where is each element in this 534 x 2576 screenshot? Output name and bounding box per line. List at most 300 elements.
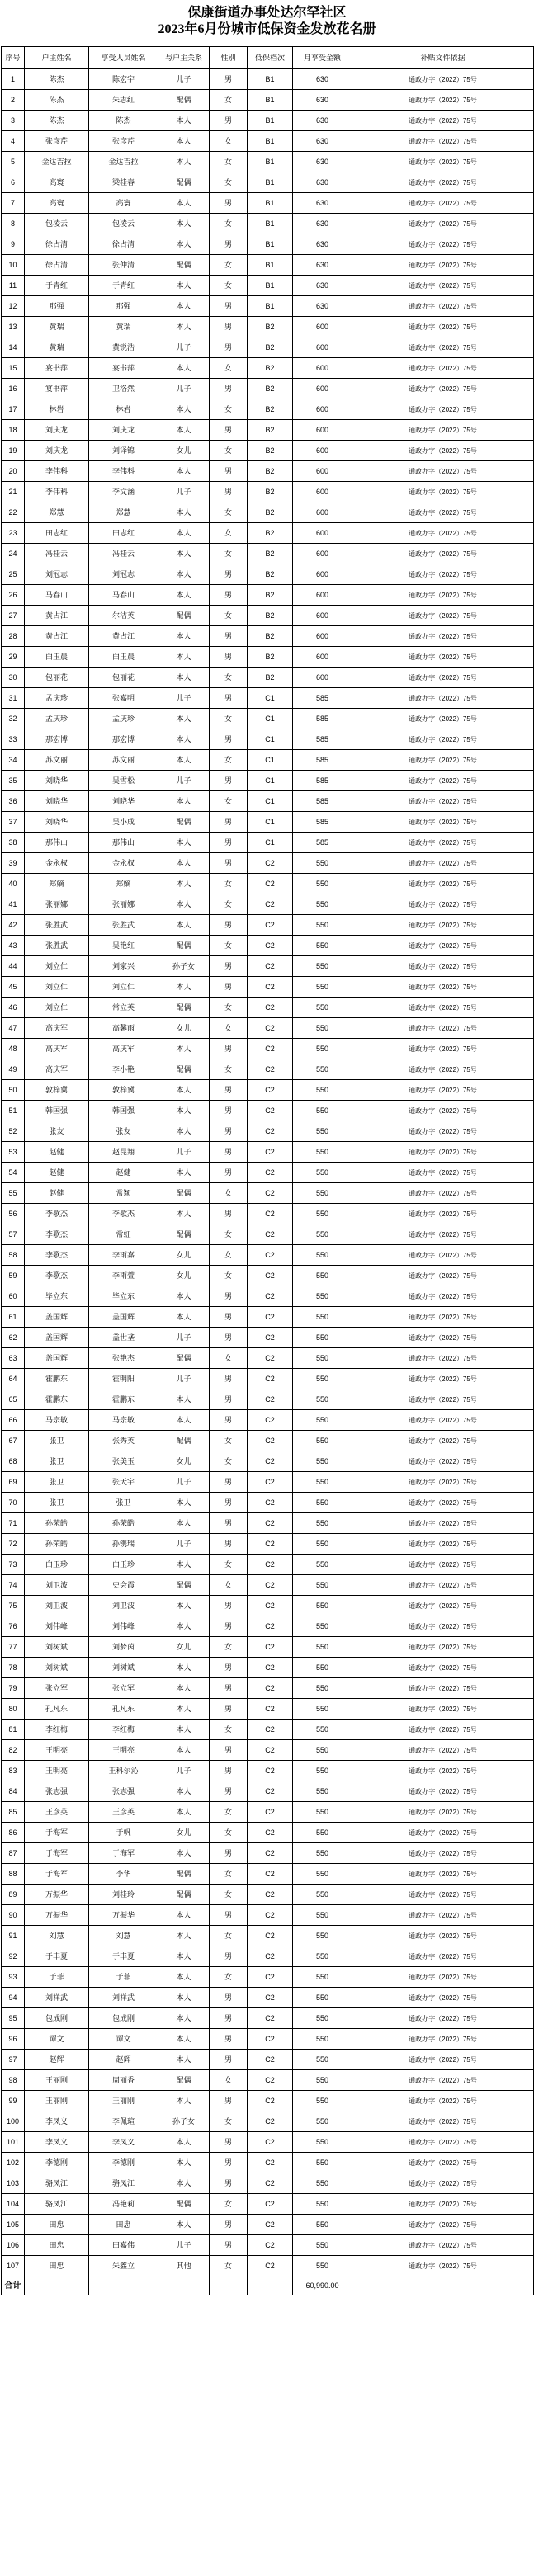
table-row [2,2235,534,2256]
cell-index: 33 [2,729,25,750]
cell-document: 通政办字（2022）75号 [352,2256,534,2276]
cell-amount: 550 [293,1988,352,2008]
cell-amount: 600 [293,379,352,399]
cell-amount: 550 [293,1905,352,1926]
cell-gender: 女 [210,1575,248,1596]
cell-householder: 黄占江 [25,626,89,647]
table-row [2,2215,534,2235]
header-index: 序号 [2,47,25,69]
cell-document: 通政办字（2022）75号 [352,358,534,379]
cell-amount: 550 [293,2091,352,2111]
cell-relation: 配偶 [158,90,210,111]
cell-relation: 本人 [158,1389,210,1410]
cell-index: 86 [2,1823,25,1843]
cell-relation: 配偶 [158,1575,210,1596]
cell-householder: 白玉珍 [25,1555,89,1575]
table-row [2,1101,534,1121]
table-row [2,874,534,894]
cell-householder: 张胜武 [25,936,89,956]
cell-gender: 女 [210,750,248,771]
cell-index: 78 [2,1658,25,1678]
cell-amount: 550 [293,1451,352,1472]
cell-amount: 600 [293,585,352,606]
cell-relation: 配偶 [158,606,210,626]
cell-householder: 宴书萍 [25,358,89,379]
cell-beneficiary: 卫洛然 [89,379,158,399]
total-empty-cell [248,2276,293,2295]
cell-amount: 550 [293,1266,352,1286]
cell-tier: C2 [248,1410,293,1431]
table-row [2,1328,534,1348]
cell-index: 61 [2,1307,25,1328]
cell-beneficiary: 张彦芹 [89,131,158,152]
cell-document: 通政办字（2022）75号 [352,1616,534,1637]
cell-relation: 配偶 [158,1885,210,1905]
table-row [2,668,534,688]
cell-relation: 儿子 [158,1761,210,1781]
cell-gender: 男 [210,1678,248,1699]
cell-tier: C2 [248,1740,293,1761]
cell-gender: 女 [210,214,248,234]
total-amount: 60,990.00 [293,2276,352,2295]
cell-householder: 高庆军 [25,1039,89,1059]
cell-index: 73 [2,1555,25,1575]
cell-relation: 本人 [158,1596,210,1616]
cell-gender: 男 [210,2132,248,2153]
cell-document: 通政办字（2022）75号 [352,729,534,750]
cell-amount: 550 [293,1039,352,1059]
cell-relation: 本人 [158,1946,210,1967]
cell-index: 65 [2,1389,25,1410]
cell-amount: 550 [293,2194,352,2215]
cell-gender: 男 [210,1163,248,1183]
cell-tier: C2 [248,1823,293,1843]
cell-document: 通政办字（2022）75号 [352,441,534,461]
table-row [2,214,534,234]
cell-relation: 本人 [158,853,210,874]
cell-document: 通政办字（2022）75号 [352,2194,534,2215]
cell-document: 通政办字（2022）75号 [352,1575,534,1596]
cell-amount: 600 [293,441,352,461]
cell-tier: C2 [248,1163,293,1183]
cell-tier: C2 [248,2215,293,2235]
cell-tier: B1 [248,152,293,172]
roster-table [1,46,534,2295]
cell-gender: 男 [210,1781,248,1802]
cell-relation: 配偶 [158,2194,210,2215]
cell-amount: 630 [293,255,352,276]
cell-relation: 配偶 [158,812,210,833]
cell-amount: 585 [293,812,352,833]
cell-tier: C2 [248,1493,293,1513]
cell-index: 99 [2,2091,25,2111]
table-header-row [2,47,534,69]
cell-beneficiary: 刘树斌 [89,1658,158,1678]
cell-beneficiary: 高寰 [89,193,158,214]
cell-relation: 本人 [158,1905,210,1926]
cell-householder: 田忠 [25,2256,89,2276]
cell-tier: C2 [248,1472,293,1493]
table-row [2,461,534,482]
cell-amount: 600 [293,337,352,358]
cell-amount: 550 [293,1616,352,1637]
cell-gender: 男 [210,1988,248,2008]
cell-gender: 女 [210,1431,248,1451]
cell-amount: 550 [293,1163,352,1183]
table-row [2,1142,534,1163]
cell-tier: C1 [248,812,293,833]
cell-index: 38 [2,833,25,853]
table-row [2,1720,534,1740]
cell-tier: C2 [248,1616,293,1637]
cell-beneficiary: 常立英 [89,998,158,1018]
cell-householder: 高寰 [25,193,89,214]
cell-relation: 本人 [158,1204,210,1224]
cell-gender: 女 [210,1555,248,1575]
cell-amount: 550 [293,1328,352,1348]
cell-gender: 女 [210,1183,248,1204]
cell-beneficiary: 宴书萍 [89,358,158,379]
cell-index: 55 [2,1183,25,1204]
table-row [2,2091,534,2111]
cell-householder: 于海军 [25,1864,89,1885]
cell-amount: 600 [293,420,352,441]
cell-index: 11 [2,276,25,296]
cell-gender: 女 [210,936,248,956]
cell-gender: 男 [210,1740,248,1761]
table-row [2,956,534,977]
cell-document: 通政办字（2022）75号 [352,1885,534,1905]
cell-gender: 男 [210,1039,248,1059]
cell-index: 81 [2,1720,25,1740]
cell-document: 通政办字（2022）75号 [352,1678,534,1699]
cell-gender: 男 [210,379,248,399]
cell-document: 通政办字（2022）75号 [352,1348,534,1369]
cell-index: 13 [2,317,25,337]
cell-beneficiary: 于丰夏 [89,1946,158,1967]
cell-beneficiary: 盖国辉 [89,1307,158,1328]
cell-gender: 女 [210,2256,248,2276]
cell-relation: 本人 [158,791,210,812]
cell-document: 通政办字（2022）75号 [352,502,534,523]
cell-gender: 男 [210,1080,248,1101]
cell-tier: B2 [248,420,293,441]
cell-gender: 女 [210,1967,248,1988]
cell-index: 31 [2,688,25,709]
cell-gender: 男 [210,1369,248,1389]
cell-gender: 男 [210,853,248,874]
cell-beneficiary: 常虹 [89,1224,158,1245]
cell-householder: 陈杰 [25,69,89,90]
cell-index: 52 [2,1121,25,1142]
cell-householder: 赵健 [25,1183,89,1204]
cell-document: 通政办字（2022）75号 [352,771,534,791]
cell-householder: 宴书萍 [25,379,89,399]
cell-relation: 本人 [158,399,210,420]
cell-tier: B1 [248,214,293,234]
cell-amount: 630 [293,172,352,193]
cell-index: 82 [2,1740,25,1761]
cell-amount: 630 [293,193,352,214]
cell-householder: 李伟科 [25,482,89,502]
cell-relation: 女儿 [158,1245,210,1266]
cell-document: 通政办字（2022）75号 [352,2153,534,2173]
cell-householder: 张卫 [25,1431,89,1451]
cell-amount: 550 [293,2235,352,2256]
cell-relation: 配偶 [158,1431,210,1451]
table-row [2,1431,534,1451]
cell-gender: 男 [210,2153,248,2173]
cell-beneficiary: 李小艳 [89,1059,158,1080]
cell-document: 通政办字（2022）75号 [352,2050,534,2070]
cell-amount: 550 [293,1142,352,1163]
cell-amount: 600 [293,544,352,564]
cell-tier: C2 [248,2173,293,2194]
cell-amount: 630 [293,90,352,111]
cell-beneficiary: 马宗敏 [89,1410,158,1431]
cell-tier: B1 [248,296,293,317]
table-row [2,1926,534,1946]
cell-beneficiary: 吴小成 [89,812,158,833]
cell-relation: 女儿 [158,1018,210,1039]
cell-householder: 王明亮 [25,1740,89,1761]
cell-beneficiary: 张友 [89,1121,158,1142]
cell-document: 通政办字（2022）75号 [352,172,534,193]
cell-index: 104 [2,2194,25,2215]
cell-amount: 550 [293,1348,352,1369]
cell-beneficiary: 郑慧 [89,502,158,523]
cell-index: 15 [2,358,25,379]
cell-index: 56 [2,1204,25,1224]
cell-relation: 女儿 [158,1823,210,1843]
cell-amount: 550 [293,853,352,874]
cell-relation: 本人 [158,276,210,296]
table-row [2,90,534,111]
table-row [2,255,534,276]
table-row [2,1534,534,1555]
table-row [2,915,534,936]
table-row [2,2111,534,2132]
cell-relation: 儿子 [158,1534,210,1555]
cell-document: 通政办字（2022）75号 [352,544,534,564]
cell-document: 通政办字（2022）75号 [352,379,534,399]
cell-beneficiary: 刘祥武 [89,1988,158,2008]
cell-beneficiary: 王彦英 [89,1802,158,1823]
cell-index: 53 [2,1142,25,1163]
cell-amount: 550 [293,1534,352,1555]
table-row [2,585,534,606]
cell-householder: 刘慧 [25,1926,89,1946]
table-row [2,1286,534,1307]
table-row [2,1699,534,1720]
cell-tier: B2 [248,441,293,461]
cell-index: 85 [2,1802,25,1823]
cell-householder: 于海军 [25,1823,89,1843]
cell-amount: 630 [293,214,352,234]
cell-document: 通政办字（2022）75号 [352,1864,534,1885]
table-row [2,1307,534,1328]
cell-tier: B2 [248,523,293,544]
cell-householder: 张志强 [25,1781,89,1802]
cell-tier: C2 [248,1967,293,1988]
cell-gender: 男 [210,2173,248,2194]
cell-tier: B2 [248,626,293,647]
cell-tier: C2 [248,1885,293,1905]
header-beneficiary: 享受人员姓名 [89,47,158,69]
cell-index: 18 [2,420,25,441]
cell-index: 45 [2,977,25,998]
cell-relation: 儿子 [158,337,210,358]
cell-gender: 男 [210,585,248,606]
cell-index: 60 [2,1286,25,1307]
cell-gender: 男 [210,111,248,131]
cell-tier: B2 [248,482,293,502]
cell-gender: 女 [210,709,248,729]
cell-relation: 配偶 [158,1348,210,1369]
cell-beneficiary: 刘慧 [89,1926,158,1946]
table-row [2,647,534,668]
table-body [2,69,534,2276]
cell-document: 通政办字（2022）75号 [352,317,534,337]
cell-gender: 女 [210,131,248,152]
cell-gender: 男 [210,2091,248,2111]
cell-beneficiary: 盖世垄 [89,1328,158,1348]
cell-relation: 本人 [158,544,210,564]
cell-relation: 本人 [158,2153,210,2173]
table-row [2,399,534,420]
cell-amount: 550 [293,2008,352,2029]
cell-gender: 男 [210,1142,248,1163]
cell-relation: 本人 [158,2091,210,2111]
cell-relation: 配偶 [158,1183,210,1204]
total-empty-cell [352,2276,534,2295]
cell-gender: 女 [210,1245,248,1266]
cell-tier: C2 [248,1596,293,1616]
cell-document: 通政办字（2022）75号 [352,606,534,626]
table-row [2,69,534,90]
cell-householder: 敦梓冀 [25,1080,89,1101]
cell-beneficiary: 霍鹏东 [89,1389,158,1410]
cell-document: 通政办字（2022）75号 [352,214,534,234]
cell-tier: B2 [248,399,293,420]
cell-gender: 男 [210,2215,248,2235]
cell-gender: 男 [210,647,248,668]
cell-tier: C1 [248,771,293,791]
cell-document: 通政办字（2022）75号 [352,2029,534,2050]
cell-tier: C2 [248,1348,293,1369]
cell-gender: 男 [210,977,248,998]
cell-amount: 550 [293,1059,352,1080]
cell-relation: 配偶 [158,998,210,1018]
cell-beneficiary: 王科尔沁 [89,1761,158,1781]
cell-tier: B1 [248,234,293,255]
cell-gender: 女 [210,399,248,420]
cell-index: 25 [2,564,25,585]
cell-beneficiary: 冯桂云 [89,544,158,564]
cell-gender: 女 [210,90,248,111]
cell-beneficiary: 万振华 [89,1905,158,1926]
cell-index: 9 [2,234,25,255]
cell-document: 通政办字（2022）75号 [352,626,534,647]
cell-beneficiary: 朱鑫立 [89,2256,158,2276]
cell-index: 59 [2,1266,25,1286]
cell-beneficiary: 刘立仁 [89,977,158,998]
cell-relation: 本人 [158,193,210,214]
cell-householder: 黄瑞 [25,337,89,358]
cell-relation: 本人 [158,2029,210,2050]
cell-relation: 本人 [158,1926,210,1946]
cell-relation: 本人 [158,523,210,544]
cell-amount: 550 [293,1843,352,1864]
cell-relation: 本人 [158,833,210,853]
table-row [2,2070,534,2091]
table-row [2,853,534,874]
cell-gender: 男 [210,1389,248,1410]
cell-document: 通政办字（2022）75号 [352,1163,534,1183]
cell-document: 通政办字（2022）75号 [352,461,534,482]
cell-relation: 本人 [158,1967,210,1988]
cell-document: 通政办字（2022）75号 [352,1905,534,1926]
cell-householder: 孔凡东 [25,1699,89,1720]
cell-index: 80 [2,1699,25,1720]
cell-tier: C2 [248,2132,293,2153]
table-row [2,1761,534,1781]
header-document: 补贴文件依据 [352,47,534,69]
cell-index: 22 [2,502,25,523]
cell-tier: B2 [248,585,293,606]
table-row [2,111,534,131]
cell-document: 通政办字（2022）75号 [352,1534,534,1555]
cell-tier: B2 [248,606,293,626]
cell-amount: 550 [293,2256,352,2276]
cell-tier: B1 [248,131,293,152]
cell-tier: B2 [248,337,293,358]
document-title-line1: 保康街道办事处达尔罕社区 [187,6,347,20]
total-label: 合计 [2,2276,25,2295]
cell-gender: 男 [210,1761,248,1781]
cell-relation: 本人 [158,874,210,894]
cell-gender: 女 [210,358,248,379]
cell-index: 62 [2,1328,25,1348]
cell-index: 93 [2,1967,25,1988]
cell-index: 47 [2,1018,25,1039]
cell-householder: 于海军 [25,1843,89,1864]
cell-gender: 男 [210,1905,248,1926]
cell-document: 通政办字（2022）75号 [352,69,534,90]
cell-document: 通政办字（2022）75号 [352,1369,534,1389]
cell-index: 43 [2,936,25,956]
cell-amount: 550 [293,2050,352,2070]
table-row [2,1204,534,1224]
cell-document: 通政办字（2022）75号 [352,1204,534,1224]
cell-index: 36 [2,791,25,812]
cell-relation: 本人 [158,296,210,317]
cell-tier: C2 [248,2111,293,2132]
cell-householder: 张胜武 [25,915,89,936]
cell-amount: 550 [293,1286,352,1307]
cell-relation: 本人 [158,1307,210,1328]
cell-relation: 儿子 [158,688,210,709]
cell-document: 通政办字（2022）75号 [352,998,534,1018]
cell-tier: B2 [248,647,293,668]
cell-beneficiary: 谭文 [89,2029,158,2050]
table-row [2,2008,534,2029]
cell-beneficiary: 高庆军 [89,1039,158,1059]
cell-tier: B2 [248,544,293,564]
cell-beneficiary: 李雨萱 [89,1266,158,1286]
cell-relation: 本人 [158,1513,210,1534]
cell-beneficiary: 徐占清 [89,234,158,255]
